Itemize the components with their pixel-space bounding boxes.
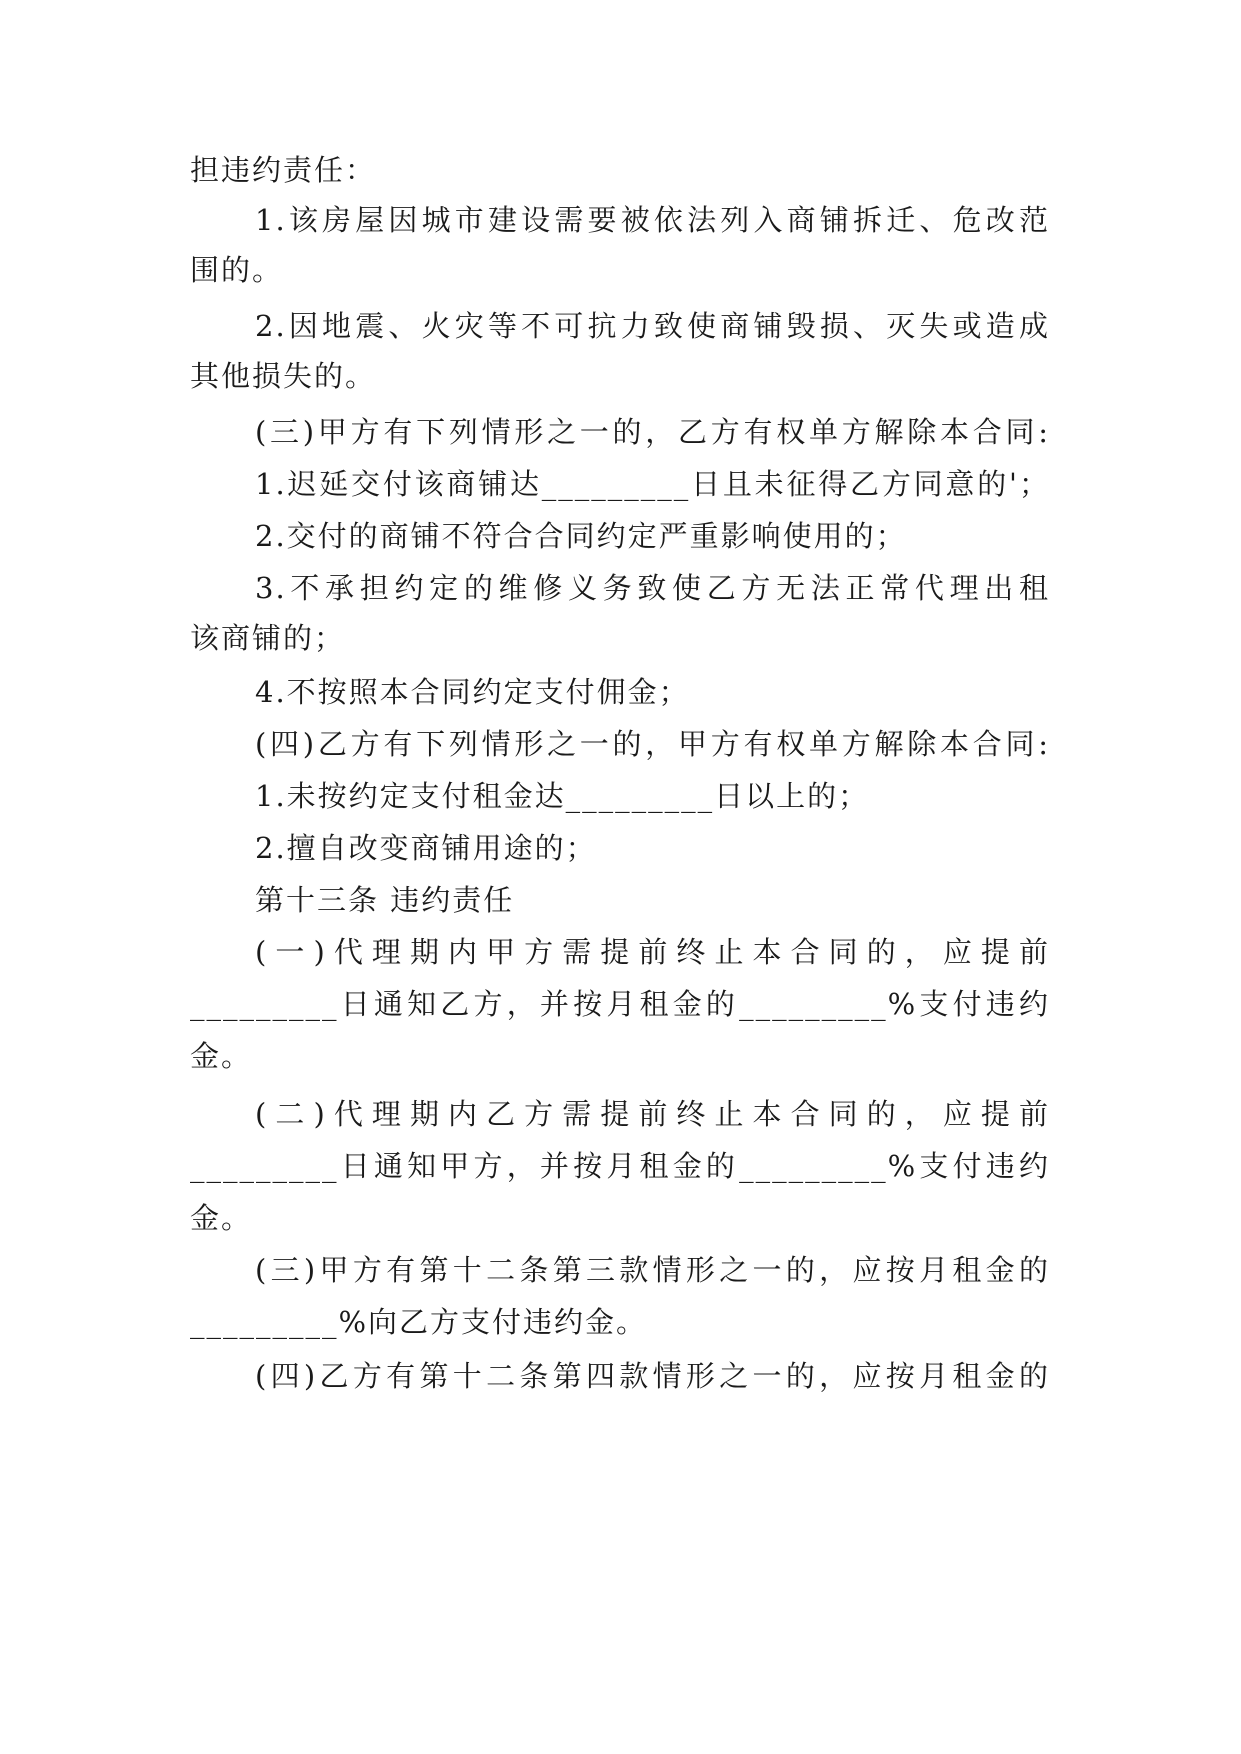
text-line: _________%向乙方支付违约金。 <box>190 1305 648 1339</box>
text-line: 1.未按约定支付租金达_________日以上的； <box>255 779 870 813</box>
text-line: 金。 <box>190 1201 253 1235</box>
section-heading: 第十三条 违约责任 <box>255 883 515 917</box>
text-line: (一)代理期内甲方需提前终止本合同的，应提前 <box>255 935 1050 969</box>
text-line: 该商铺的； <box>190 621 346 655</box>
text-line: 3.不承担约定的维修义务致使乙方无法正常代理出租 <box>255 571 1050 605</box>
text-line: 2.擅自改变商铺用途的； <box>255 831 597 865</box>
text-line: (四)乙方有下列情形之一的，甲方有权单方解除本合同: <box>255 727 1050 761</box>
text-line: 其他损失的。 <box>190 359 377 393</box>
text-line: 担违约责任： <box>190 153 377 187</box>
text-line: (三)甲方有第十二条第三款情形之一的，应按月租金的 <box>255 1253 1050 1287</box>
text-line: (三)甲方有下列情形之一的，乙方有权单方解除本合同: <box>255 415 1050 449</box>
text-line: 2.交付的商铺不符合合同约定严重影响使用的； <box>255 519 907 553</box>
text-line: 金。 <box>190 1039 253 1073</box>
text-line: 1.迟延交付该商铺达_________日且未征得乙方同意的'； <box>255 467 1050 501</box>
text-line: 4.不按照本合同约定支付佣金； <box>255 675 690 709</box>
text-line: 围的。 <box>190 253 284 287</box>
text-line: 1.该房屋因城市建设需要被依法列入商铺拆迁、危改范 <box>255 203 1050 237</box>
text-line: _________日通知乙方，并按月租金的_________%支付违约 <box>190 987 1050 1021</box>
text-line: 2.因地震、火灾等不可抗力致使商铺毁损、灭失或造成 <box>255 309 1050 343</box>
text-line: (二)代理期内乙方需提前终止本合同的，应提前 <box>255 1097 1050 1131</box>
text-line: _________日通知甲方，并按月租金的_________%支付违约 <box>190 1149 1050 1183</box>
text-line: (四)乙方有第十二条第四款情形之一的，应按月租金的 <box>255 1359 1050 1393</box>
